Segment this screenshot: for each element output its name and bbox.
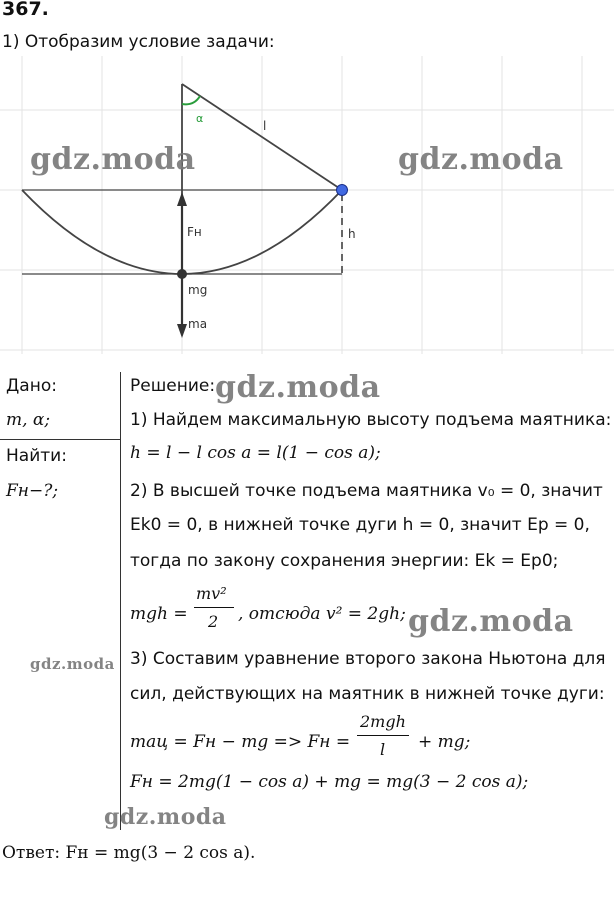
solution-title: Решение: <box>130 376 216 396</box>
pendulum-figure <box>0 56 614 354</box>
find-value: Fн−?; <box>6 481 59 501</box>
gravity-label: mg <box>188 283 208 297</box>
watermark-logo: gdz.moda <box>30 655 115 673</box>
answer: Ответ: Fн = mg(3 − 2 cos a). <box>2 843 256 863</box>
bob-bottom <box>177 269 187 279</box>
equation-2-fraction-bar <box>194 607 234 608</box>
equation-1: h = l − l cos a = l(1 − cos a); <box>130 443 381 463</box>
column-divider <box>120 372 121 830</box>
equation-3-left: maц = Fн − mg => Fн = <box>130 732 351 752</box>
solution-step2b: Ek0 = 0, в нижней точке дуги h = 0, значит Ep = 0, <box>130 515 590 535</box>
watermark-logo: gdz.moda <box>30 142 196 177</box>
solution-step3b: сил, действующих на маятник в нижней точке дуги: <box>130 684 605 704</box>
given-title: Дано: <box>6 376 57 396</box>
equation-3-denominator: l <box>380 740 386 759</box>
equation-3-right: + mg; <box>418 732 471 752</box>
equation-2-right: , отсюда v² = 2gh; <box>238 604 406 624</box>
tension-label: Fн <box>187 225 202 239</box>
angle-arc <box>182 96 200 104</box>
angle-label: α <box>196 112 204 125</box>
problem-number: 367. <box>2 0 49 20</box>
equation-2-numerator: mv² <box>196 584 227 603</box>
solution-step1: 1) Найдем максимальную высоту подъема маятника: <box>130 410 612 430</box>
length-label: l <box>263 119 267 133</box>
equation-2-denominator: 2 <box>208 612 219 631</box>
watermark-logo: gdz.moda <box>398 142 564 177</box>
solution-step2c: тогда по закону сохранения энергии: Ek = Ep0; <box>130 551 559 571</box>
equation-3-fraction-bar <box>357 735 409 736</box>
watermark-logo: gdz.moda <box>104 804 227 830</box>
watermark-logo: gdz.moda <box>215 370 381 405</box>
solution-step3: 3) Составим уравнение второго закона Ньютона для <box>130 649 606 669</box>
bob-top <box>337 185 348 196</box>
gravity-arrow-head <box>177 324 187 338</box>
equation-3-numerator: 2mgh <box>360 712 406 731</box>
watermark-logo: gdz.moda <box>408 604 574 639</box>
solution-step2: 2) В высшей точке подъема маятника v₀ = 0, значит <box>130 481 603 501</box>
grid <box>0 56 614 354</box>
equation-4: Fн = 2mg(1 − cos a) + mg = mg(3 − 2 cos a); <box>130 772 529 792</box>
given-values: m, α; <box>6 410 51 430</box>
given-separator <box>0 439 120 440</box>
equation-2-left: mgh = <box>130 604 188 624</box>
step1-text: 1) Отобразим условие задачи: <box>2 32 275 52</box>
tension-arrow-head <box>177 192 187 206</box>
height-label: h <box>348 227 356 241</box>
find-title: Найти: <box>6 446 67 466</box>
centripetal-label: ma <box>188 317 208 331</box>
